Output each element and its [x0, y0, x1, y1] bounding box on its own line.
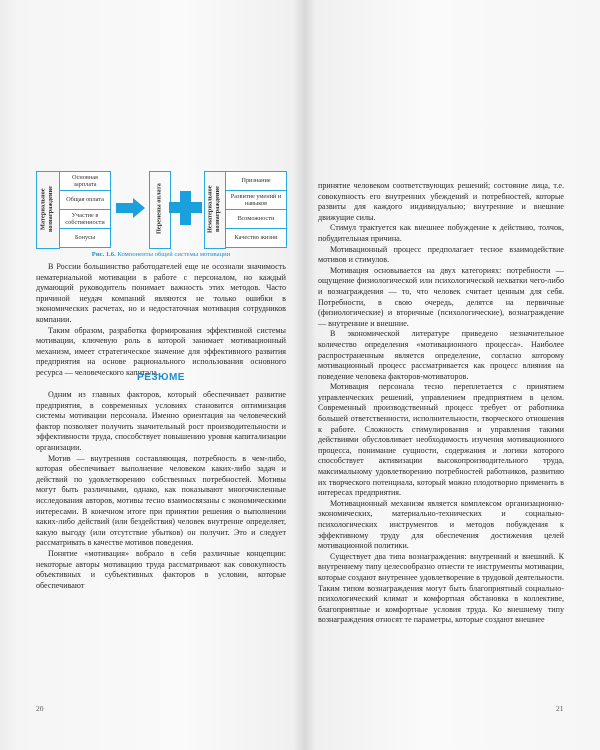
- right-paragraph-1: принятие человеком соответствующих решений; состояние лица, т.е. совокупность его внутренних убеждений и потребностей, которые развиты для каждого индивидуально; внутренние и внешние движущие силы.: [318, 181, 564, 222]
- group2-item-4: Качество жизни: [225, 228, 287, 248]
- left-paragraph-3: Одним из главных факторов, который обеспечивает развитие предприятия, в современных условиях становится оптимизация системы мотивации персонала. Именно ориентация на человеческий фактор позволяет получить значительный рост производительности и эффективности труда, способствует повышению уровня капитализации организации.: [36, 390, 286, 452]
- page-number-left: 20: [36, 704, 44, 713]
- right-paragraph-4: Мотивация основывается на двух категориях: потребности — ощущение физиологической или психологической нехватки чего-либо и вознаграждения — то, что человек считает ценным для себя. Потребности, в свою очередь, делятся на первичные (физиологические) и вторичные (психологические), вознаграждение — внутренние и внешние.: [318, 265, 564, 328]
- left-paragraph-4: Мотив — внутренняя составляющая, потребность в чем-либо, которая обеспечивает выполнение человеком каких-либо задач и действий по удовлетворению собственных потребностей. Мотивы могут быть различными, однако, как показывают многочисленные исследования авторов, мотивы тесно взаимосвязаны с экономическими интересами. В конечном итоге при принятии решения о выполнении каких-либо действий (или бездействия) человек внутренне определяет, какую выгоду (или отсутствие убытков) он получит. Это и следует рассматривать в качестве мотивов поведения.: [36, 453, 286, 548]
- group1-item-1: Основная зарплата: [59, 171, 111, 191]
- group1-label: Материальное вознаграждение: [39, 186, 54, 232]
- plus-icon-bar: [169, 202, 202, 213]
- left-paragraph-1: В России большинство работодателей еще не осознали значимость нематериальной мотивации в работе с персоналом, но каждый думающий руководитель понимает важность этих методов. Часто причиной неудач компаний являются не только ошибки в экономических расчетах, но и недостаточная мотивация сотрудников компании.: [36, 262, 286, 324]
- section-heading: РЕЗЮМЕ: [137, 372, 185, 383]
- group1-item-3: Участие в собственности: [59, 209, 111, 229]
- motivation-components-figure: [36, 171, 286, 249]
- caption-text: Компоненты общей системы мотивации: [117, 251, 231, 258]
- group2-item-2: Развитие умений и навыков: [225, 190, 287, 210]
- caption-prefix: Рис. 1.6.: [91, 251, 116, 258]
- arrow-right-icon: [133, 198, 145, 218]
- arrow-shaft: [116, 203, 134, 213]
- right-text-column: [318, 181, 564, 626]
- figure-caption: [36, 251, 286, 259]
- left-text-column: [36, 262, 286, 379]
- right-paragraph-6: Мотивация персонала тесно переплетается с принятием управленческих решений, управлением предприятием в целом. Современный производственный процесс требует от работника большей ответственности, исполнительности, творческого отношения к работе. Сложность стимулирования и управления такими действиями обусловливает необходимость изучения мотивационного процесса, понимание сущности, содержания и логики которого способствует активизации высокопроизводительного труда, максимальному удовлетворению потребностей работников, развитию их творческого потенциала, который можно плодотворно применить в интересах предприятия.: [318, 382, 564, 498]
- right-paragraph-8: Существует два типа вознаграждения: внутренний и внешний. К внутреннему типу целесообразно отнести те инструменты мотивации, которые создают внутреннее удовлетворение в трудовой деятельности. Таким типом вознаграждения могут быть благоприятный социально-психологический климат и комфортная обстановка в коллективе, благоприятные и комфортные условия труда. Ко внешнему типу вознаграждения относят те параметры, которые создают внешнее: [318, 551, 564, 625]
- group1-item-2: Общая оплата: [59, 190, 111, 210]
- group2-item-3: Возможности: [225, 209, 287, 229]
- page-number-right: 21: [556, 704, 564, 713]
- group2-item-1: Признание: [225, 171, 287, 191]
- right-paragraph-2: Стимул трактуется как внешнее побуждение к действию, толчок, побудительная причина.: [318, 223, 564, 243]
- group2-label: Нематериальное вознаграждение: [206, 185, 221, 233]
- summary-column: [36, 390, 286, 591]
- left-paragraph-5: Понятие «мотивация» вобрало в себя различные концепции: некоторые авторы мотивацию труда рассматривают как совокупность объективных и субъективных факторов в условии, которые обеспечивают: [36, 548, 286, 590]
- right-paragraph-7: Мотивационный механизм является комплексом организационно-экономических, материально-технических и социально-психологических инструментов и методов побуждения к эффективному труду для обеспечения достижения целей мотивационной политики.: [318, 498, 564, 551]
- group1-item-4: Бонусы: [59, 228, 111, 248]
- middle-label: Перемены оплата: [155, 183, 163, 235]
- left-paragraph-2: Таким образом, разработка формирования эффективной системы мотивации, ключевую роль в которой занимает мотивационный механизм, имеет стратегическое значение для эффективного развития предприятия на основе рационального использования основного ресурса — человеческого капитала.: [36, 325, 286, 377]
- right-paragraph-5: В экономической литературе приведено незначительное количество определения «мотивационного процесса». Наиболее распространенным является определение, согласно которому мотивационный процесс рассматривается как процесс влияния на поведение человека факторов-мотиваторов.: [318, 329, 564, 381]
- right-paragraph-3: Мотивационный процесс предполагает тесное взаимодействие мотивов и стимулов.: [318, 244, 564, 265]
